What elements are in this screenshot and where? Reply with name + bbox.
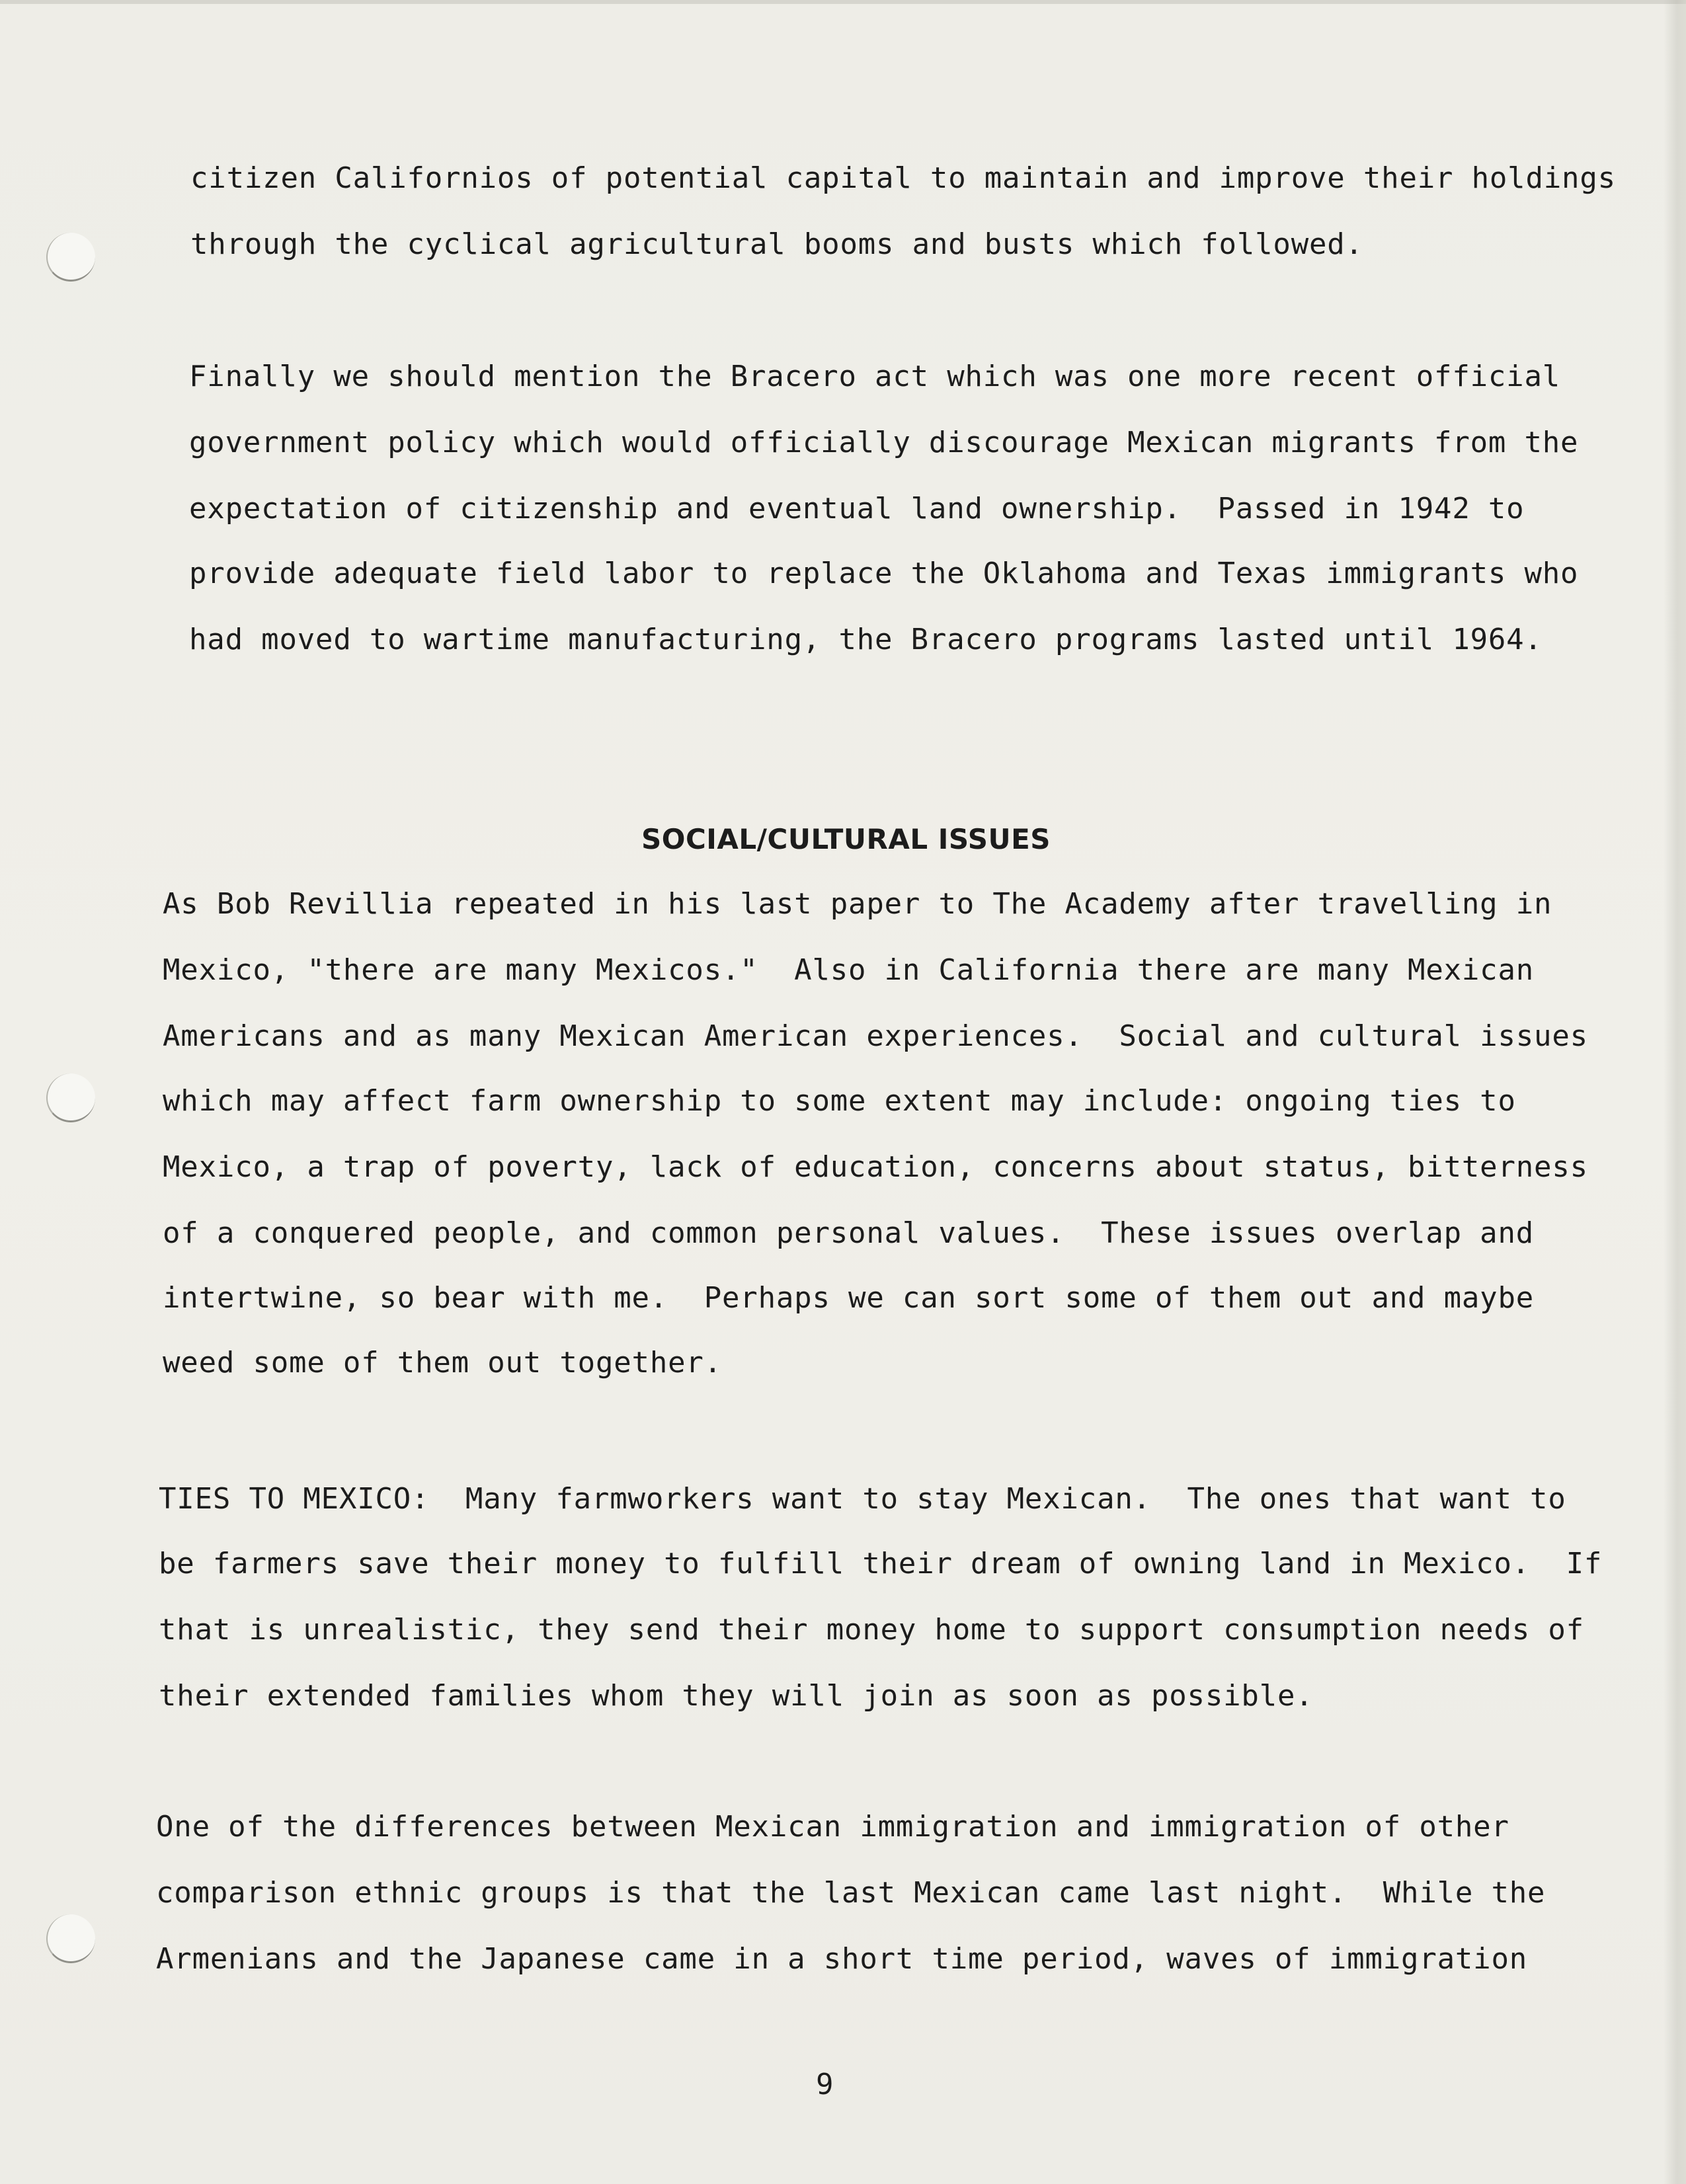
- paragraph-3-line-8: weed some of them out together.: [163, 1346, 722, 1380]
- paragraph-3-line-2: Mexico, "there are many Mexicos." Also in California there are many Mexican: [163, 953, 1535, 987]
- paragraph-3-line-5: Mexico, a trap of poverty, lack of education, concerns about status, bitterness: [163, 1150, 1588, 1184]
- paragraph-2-line-5: had moved to wartime manufacturing, the Bracero programs lasted until 1964.: [189, 623, 1543, 656]
- paragraph-3-line-1: As Bob Revillia repeated in his last paper to The Academy after travelling in: [163, 887, 1552, 921]
- paragraph-4-line-3: that is unrealistic, they send their money home to support consumption needs of: [159, 1613, 1584, 1647]
- punch-hole-top: [46, 233, 95, 282]
- paragraph-3-line-7: intertwine, so bear with me. Perhaps we can sort some of them out and maybe: [163, 1281, 1535, 1315]
- paragraph-5-line-2: comparison ethnic groups is that the last Mexican came last night. While the: [156, 1876, 1546, 1910]
- paragraph-2-line-3: expectation of citizenship and eventual land ownership. Passed in 1942 to: [189, 492, 1525, 526]
- paragraph-5-line-3: Armenians and the Japanese came in a short time period, waves of immigration: [156, 1942, 1528, 1976]
- page-top-edge: [0, 0, 1686, 4]
- paragraph-5-line-1: One of the differences between Mexican immigration and immigration of other: [156, 1810, 1509, 1844]
- paragraph-2-line-4: provide adequate field labor to replace the Oklahoma and Texas immigrants who: [189, 557, 1579, 590]
- paragraph-2-line-2: government policy which would officially discourage Mexican migrants from the: [189, 426, 1579, 459]
- paragraph-4-line-4: their extended families whom they will join as soon as possible.: [159, 1679, 1314, 1713]
- punch-hole-middle: [46, 1073, 95, 1122]
- punch-hole-bottom: [46, 1914, 95, 1963]
- paragraph-1-line-2: through the cyclical agricultural booms and busts which followed.: [190, 227, 1363, 261]
- section-heading: SOCIAL/CULTURAL ISSUES: [641, 823, 1051, 855]
- paragraph-3-line-3: Americans and as many Mexican American experiences. Social and cultural issues: [163, 1019, 1588, 1053]
- page-right-edge: [1664, 0, 1686, 2184]
- paragraph-1-line-1: citizen Californios of potential capital to maintain and improve their holdings: [190, 161, 1616, 195]
- page-number: 9: [816, 2068, 834, 2101]
- paragraph-4-line-2: be farmers save their money to fulfill their dream of owning land in Mexico. If: [159, 1547, 1603, 1580]
- paragraph-2-line-1: Finally we should mention the Bracero act which was one more recent official: [189, 360, 1561, 393]
- paragraph-3-line-6: of a conquered people, and common personal values. These issues overlap and: [163, 1216, 1535, 1250]
- paragraph-4-line-1: TIES TO MEXICO: Many farmworkers want to stay Mexican. The ones that want to: [159, 1482, 1566, 1516]
- paragraph-3-line-4: which may affect farm ownership to some extent may include: ongoing ties to: [163, 1084, 1516, 1118]
